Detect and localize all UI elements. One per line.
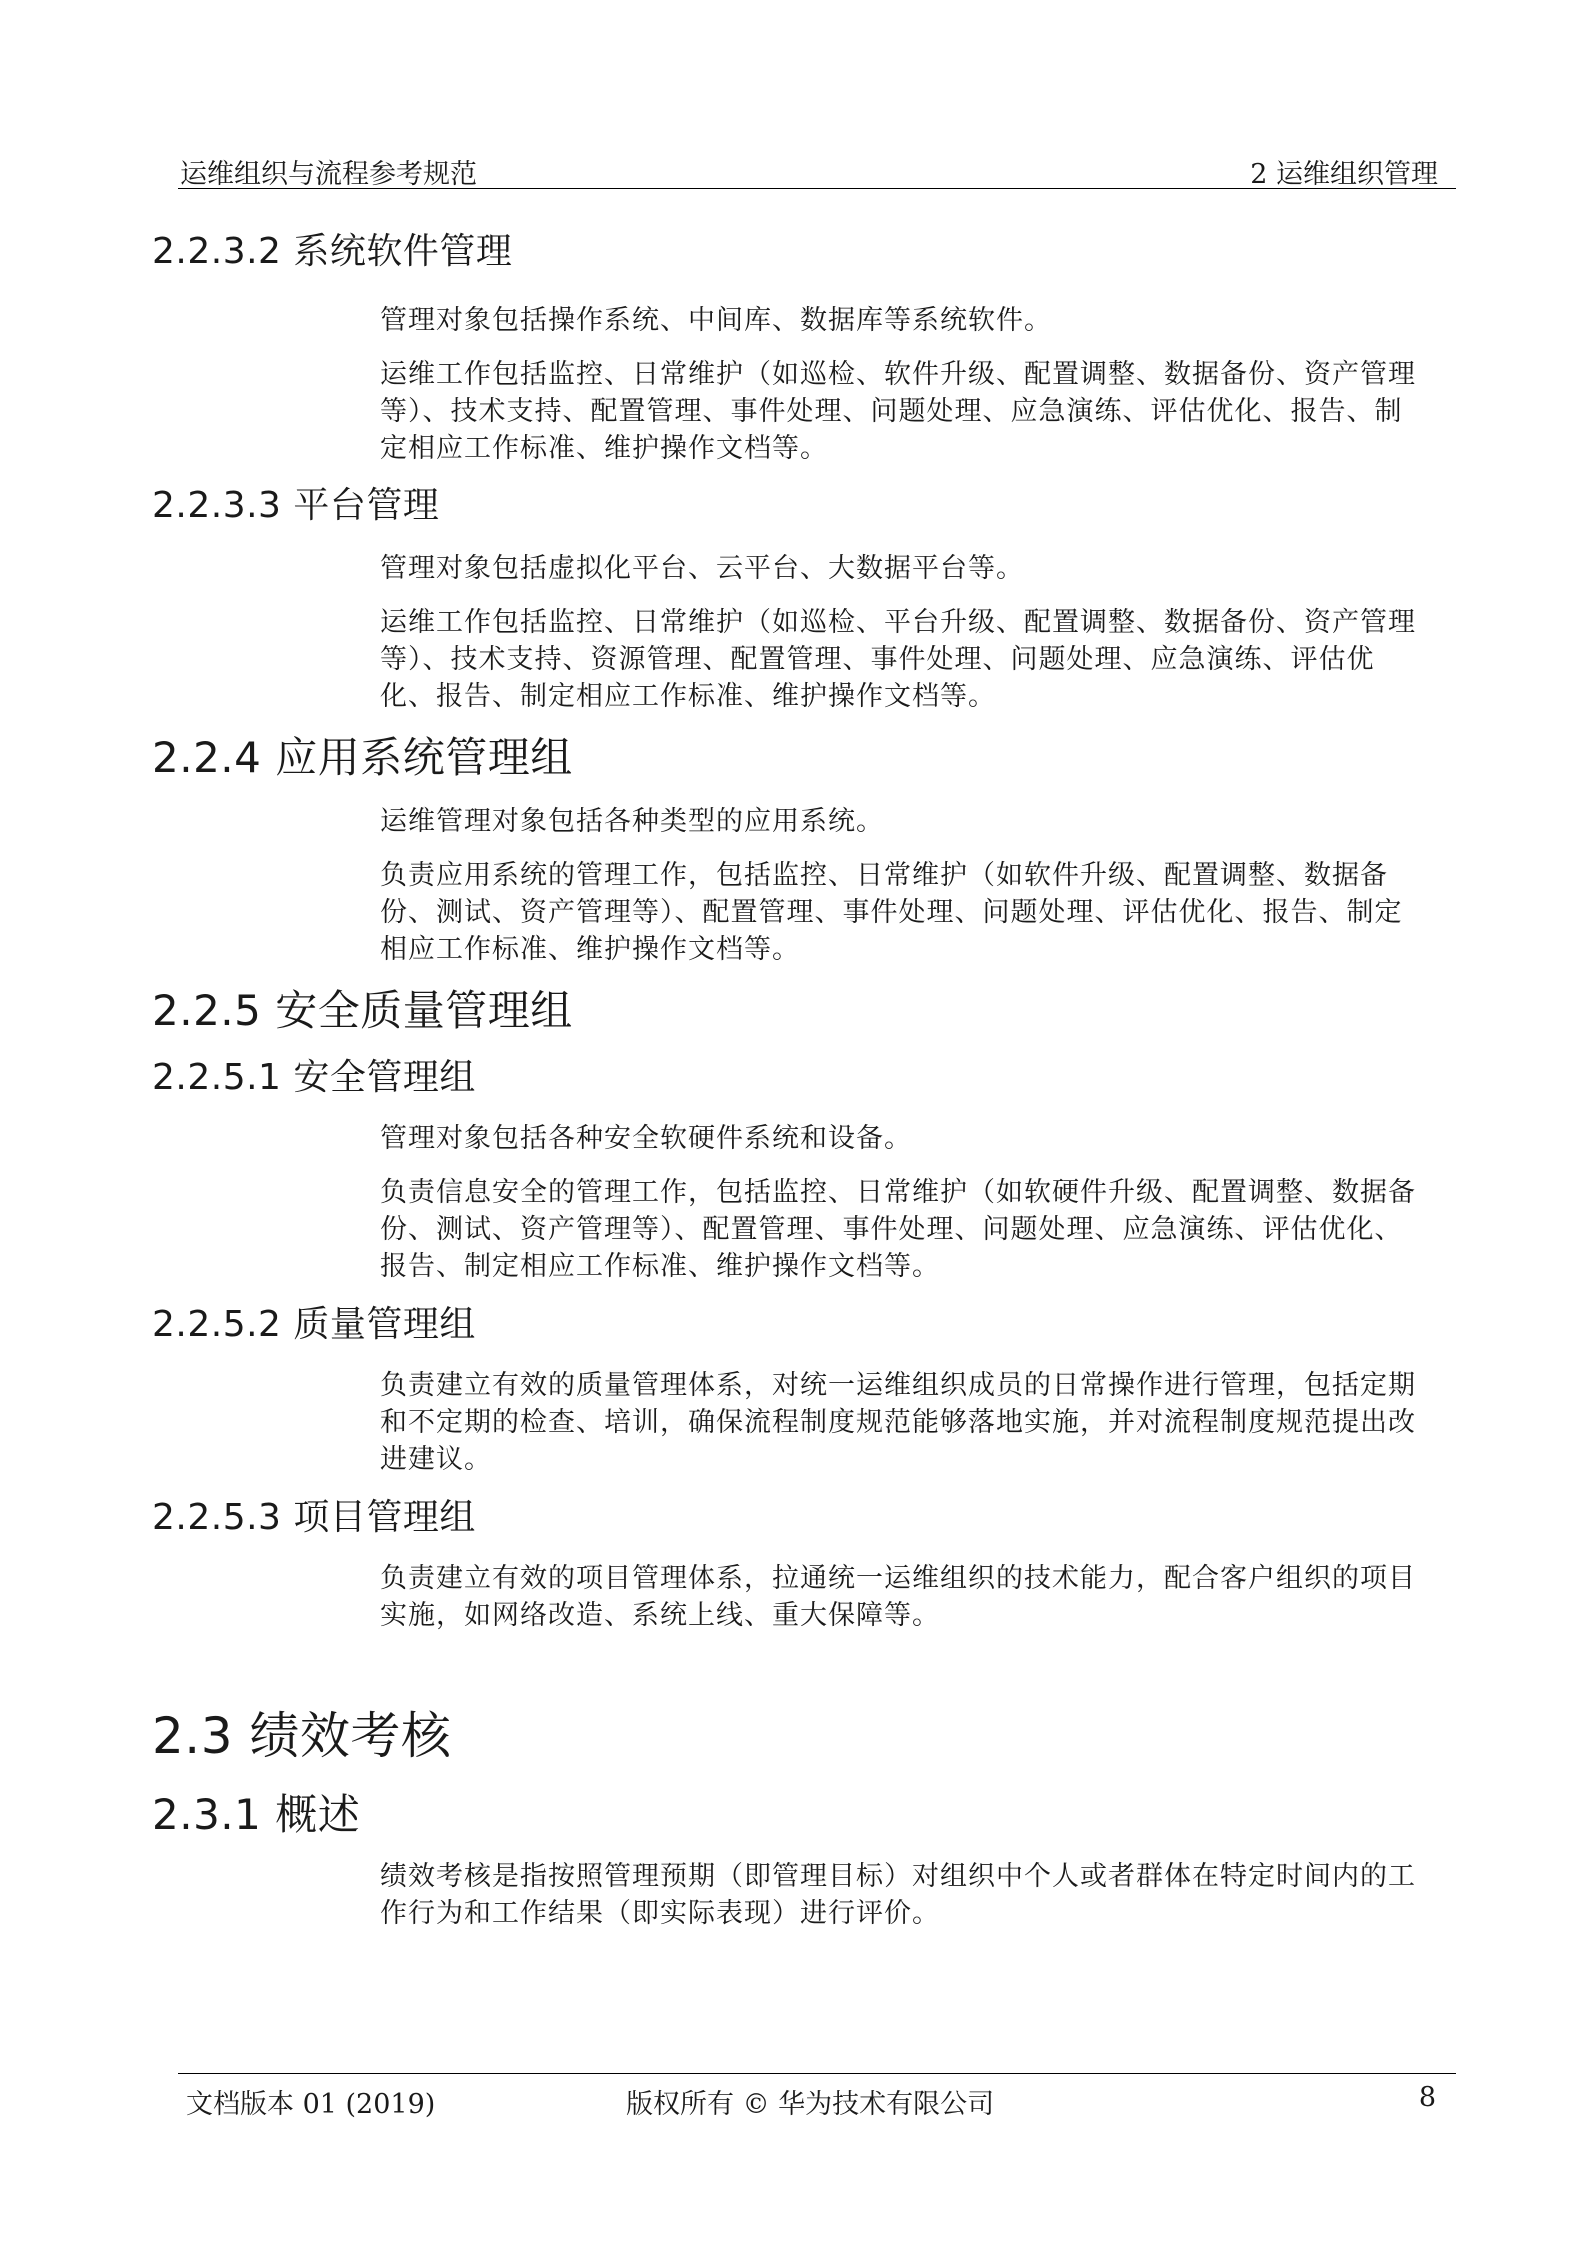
document-title: 运维组织与流程参考规范 xyxy=(180,159,477,190)
paragraph: 负责应用系统的管理工作，包括监控、日常维护（如软件升级、配置调整、数据备份、测试、资产管理等）、配置管理、事件处理、问题处理、评估优化、报告、制定相应工作标准、维护操作文档等。 xyxy=(380,860,1403,965)
copyright-notice: 版权所有 © 华为技术有限公司 xyxy=(626,2089,995,2120)
section-heading-2252: 2.2.5.2 质量管理组 xyxy=(152,1304,476,1345)
paragraph: 负责信息安全的管理工作，包括监控、日常维护（如软硬件升级、配置调整、数据备份、测试、资产管理等）、配置管理、事件处理、问题处理、应急演练、评估优化、报告、制定相应工作标准、维护操作文档等。 xyxy=(380,1177,1416,1282)
chapter-title: 2 运维组织管理 xyxy=(1250,159,1438,190)
section-heading-224: 2.2.4 应用系统管理组 xyxy=(152,733,573,782)
paragraph: 负责建立有效的质量管理体系，对统一运维组织成员的日常操作进行管理，包括定期和不定期的检查、培训，确保流程制度规范能够落地实施，并对流程制度规范提出改进建议。 xyxy=(380,1370,1416,1475)
paragraph: 管理对象包括各种安全软硬件系统和设备。 xyxy=(380,1123,912,1154)
page-footer xyxy=(178,2073,1456,2124)
section-heading-23: 2.3 绩效考核 xyxy=(152,1707,452,1765)
paragraph: 管理对象包括操作系统、中间库、数据库等系统软件。 xyxy=(380,305,1052,336)
section-heading-231: 2.3.1 概述 xyxy=(152,1790,361,1839)
section-heading-2232: 2.2.3.2 系统软件管理 xyxy=(152,231,513,272)
paragraph: 运维工作包括监控、日常维护（如巡检、平台升级、配置调整、数据备份、资产管理等）、技术支持、资源管理、配置管理、事件处理、问题处理、应急演练、评估优化、报告、制定相应工作标准、维护操作文档等。 xyxy=(380,607,1416,712)
paragraph: 负责建立有效的项目管理体系，拉通统一运维组织的技术能力，配合客户组织的项目实施，如网络改造、系统上线、重大保障等。 xyxy=(380,1563,1416,1631)
section-heading-2251: 2.2.5.1 安全管理组 xyxy=(152,1057,476,1098)
paragraph: 绩效考核是指按照管理预期（即管理目标）对组织中个人或者群体在特定时间内的工作行为和工作结果（即实际表现）进行评价。 xyxy=(380,1861,1416,1929)
paragraph: 运维工作包括监控、日常维护（如巡检、软件升级、配置调整、数据备份、资产管理等）、技术支持、配置管理、事件处理、问题处理、应急演练、评估优化、报告、制定相应工作标准、维护操作文档等。 xyxy=(380,359,1416,464)
section-heading-2253: 2.2.5.3 项目管理组 xyxy=(152,1497,476,1538)
paragraph: 运维管理对象包括各种类型的应用系统。 xyxy=(380,806,884,837)
page-header xyxy=(178,148,1456,189)
section-heading-2233: 2.2.3.3 平台管理 xyxy=(152,485,440,526)
document-version: 文档版本 01 (2019) xyxy=(186,2089,436,2120)
paragraph: 管理对象包括虚拟化平台、云平台、大数据平台等。 xyxy=(380,553,1024,584)
page-content xyxy=(152,222,1452,1932)
section-heading-225: 2.2.5 安全质量管理组 xyxy=(152,986,573,1035)
page-number: 8 xyxy=(1418,2082,1436,2113)
